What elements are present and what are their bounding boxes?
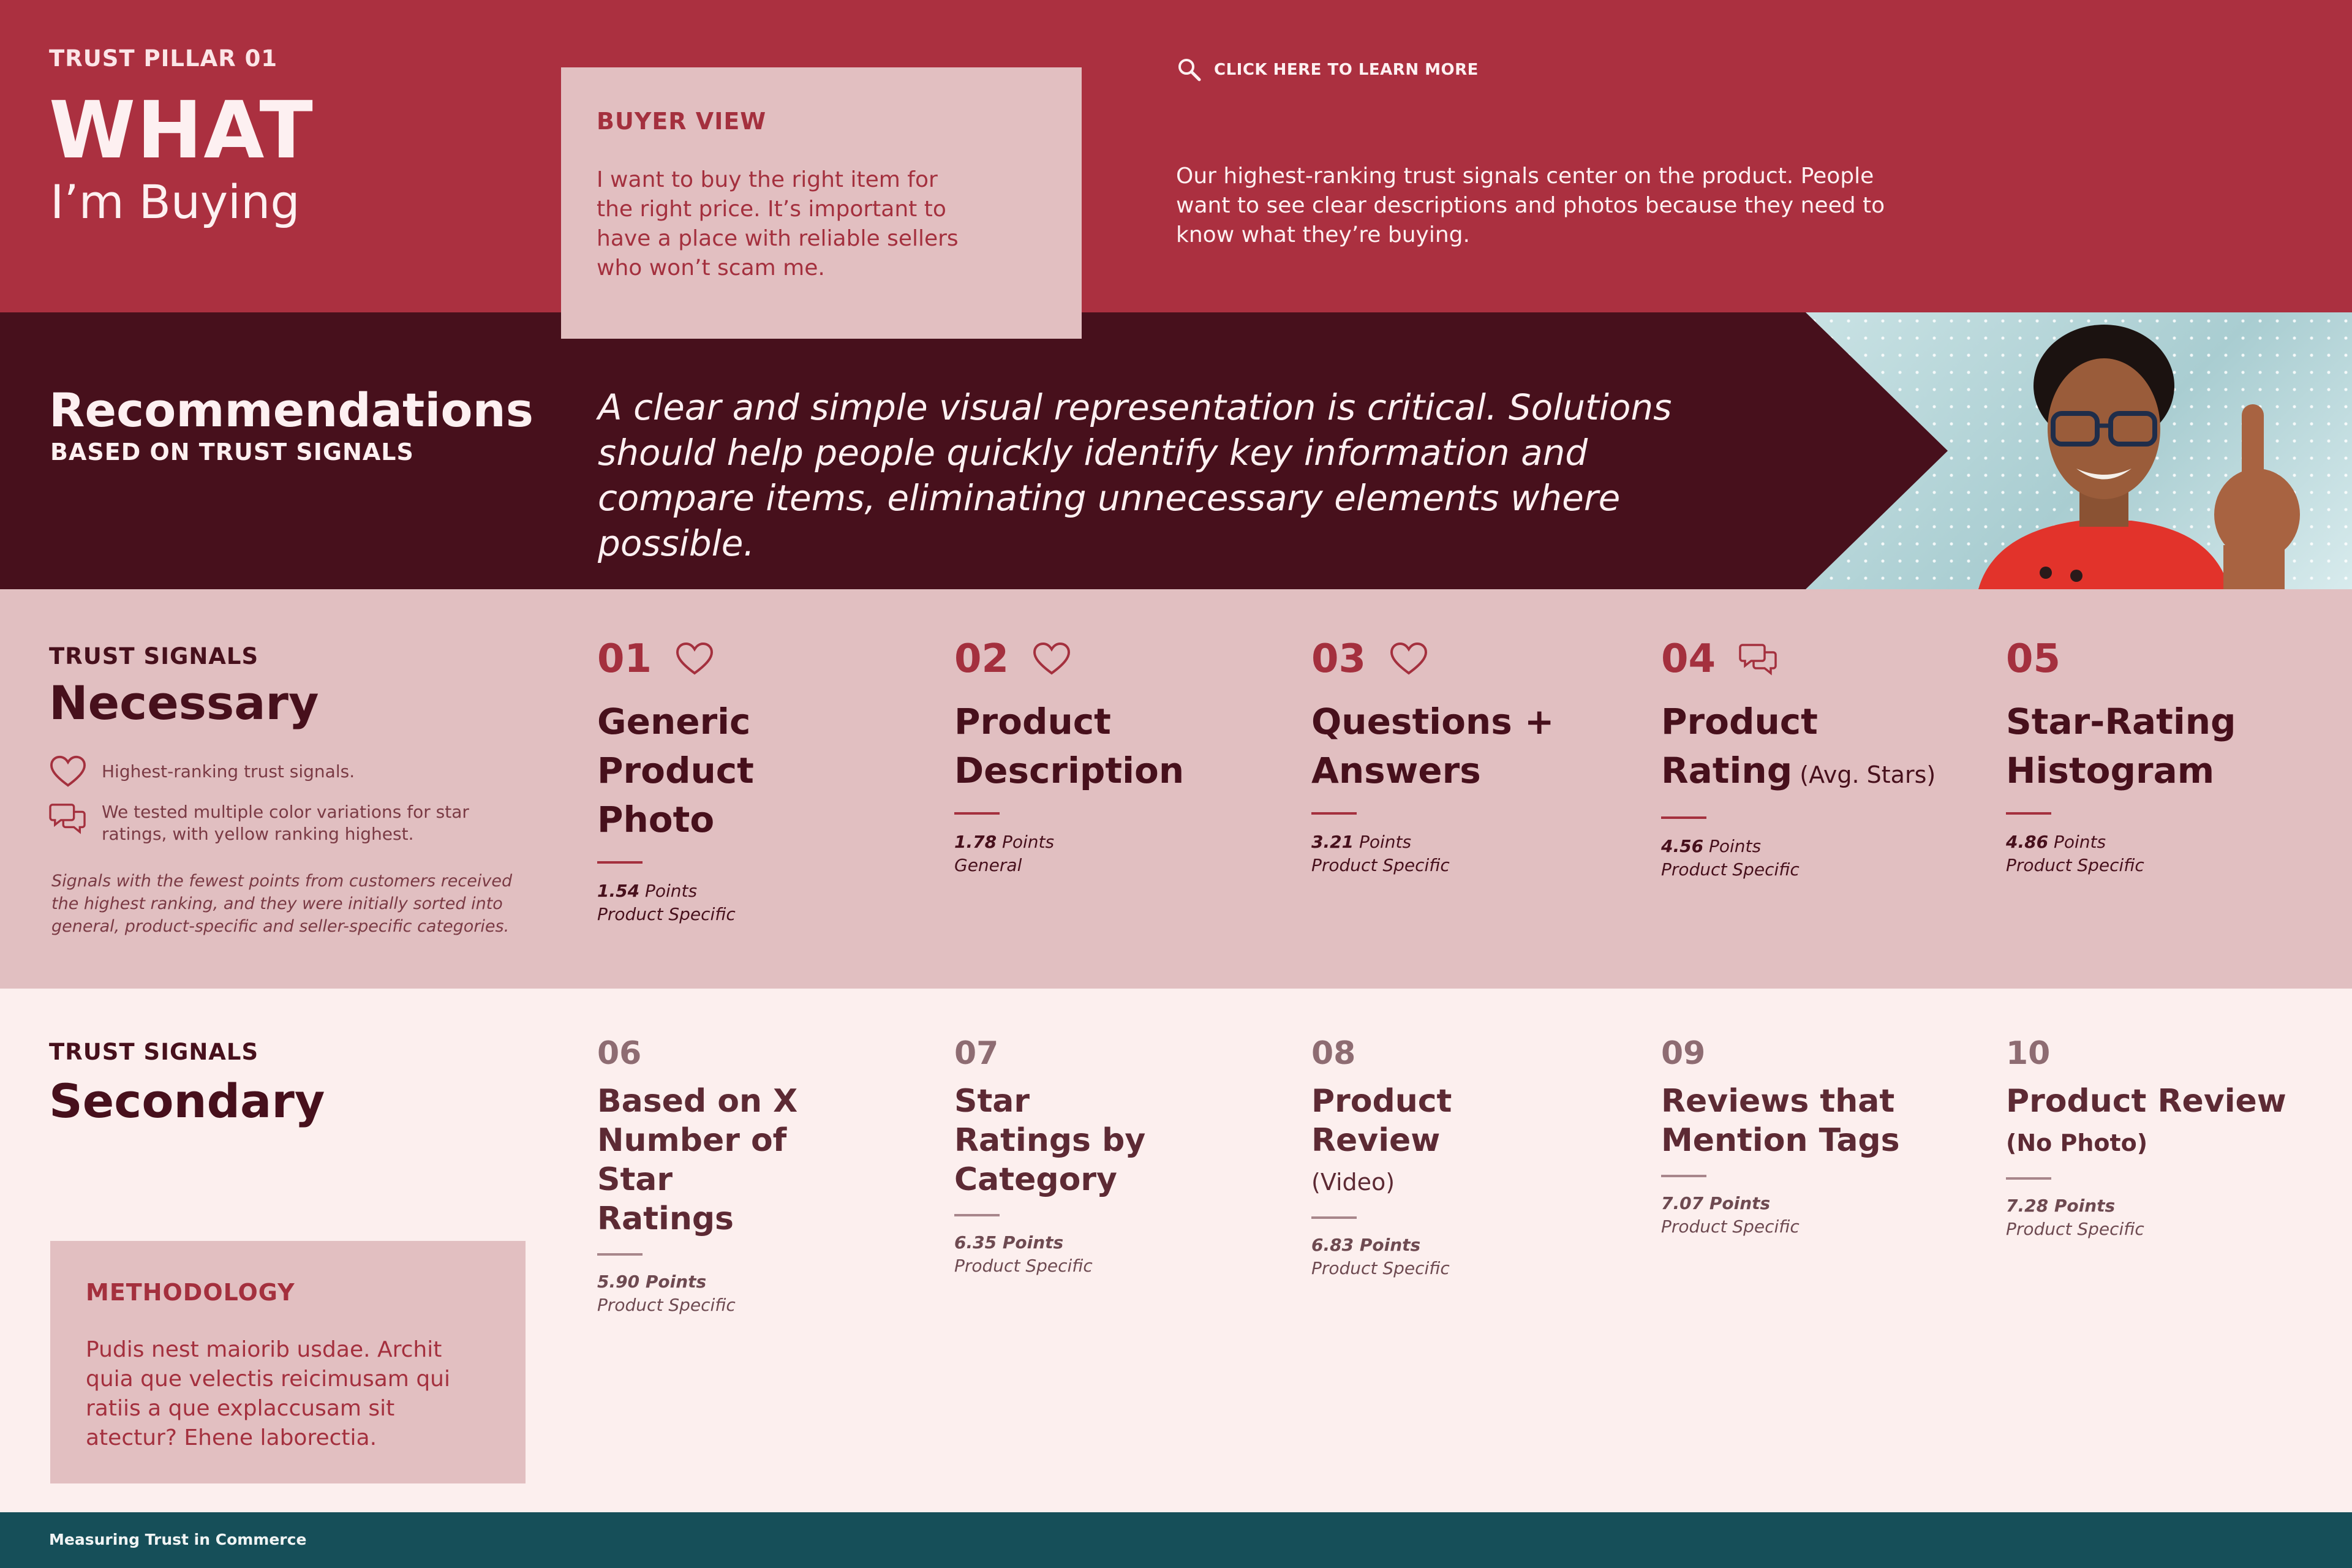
signal-divider: [1311, 812, 1357, 815]
signal-card[interactable]: [954, 636, 1273, 877]
signal-points: [2006, 1194, 2324, 1241]
signal-card[interactable]: [597, 636, 916, 926]
heart-icon: [1389, 641, 1428, 677]
necessary-note: Signals with the fewest points from customers received the highest ranking, and they were initially sorted into general, product-specific and seller-specific categories.: [51, 872, 513, 936]
points-value: 7.07 Points: [1661, 1193, 1771, 1213]
signal-divider: [2006, 1177, 2051, 1180]
signal-category: Product Specific: [2006, 855, 2144, 875]
necessary-signals-band: [0, 589, 2352, 989]
signal-title-suffix: (Avg. Stars): [1792, 761, 1936, 788]
signal-card[interactable]: [2006, 636, 2324, 877]
signal-title: Product Description: [954, 701, 1185, 791]
points-value: 6.83 Points: [1311, 1235, 1421, 1255]
points-label: Points: [645, 881, 698, 901]
methodology-body: Pudis nest maiorib usdae. Archit quia que velectis reicimusam qui ratiis a que explaccusam sit atectur? Ehene laborectia.: [86, 1337, 450, 1450]
points-value: 5.90 Points: [597, 1272, 707, 1292]
recommendations-band: [0, 312, 2352, 589]
buyer-view-body: I want to buy the right item for the right price. It’s important to have a place with reliable sellers who won’t scam me.: [597, 167, 959, 281]
signal-category: Product Specific: [1311, 855, 1450, 875]
signal-points: [597, 880, 916, 926]
signal-number: 10: [2006, 1035, 2051, 1072]
heart-icon: [49, 755, 87, 789]
signal-card[interactable]: [1311, 1035, 1630, 1280]
signal-points: [1661, 835, 1980, 881]
signal-card[interactable]: [954, 1035, 1273, 1278]
legend-chat: [49, 801, 551, 845]
recommendations-subtitle: BASED ON TRUST SIGNALS: [50, 439, 414, 466]
signal-divider: [2006, 812, 2051, 815]
points-label: Points: [2054, 832, 2106, 852]
secondary-title: Secondary: [49, 1074, 325, 1128]
page-subtitle: I’m Buying: [50, 175, 300, 229]
legend-heart-text: Highest-ranking trust signals.: [102, 761, 355, 782]
signal-card[interactable]: [597, 1035, 916, 1317]
necessary-tag: TRUST SIGNALS: [49, 643, 259, 669]
signal-title: [2006, 1082, 2312, 1163]
signal-category: Product Specific: [1661, 859, 1800, 880]
signal-number: 06: [597, 1035, 642, 1072]
search-icon: [1176, 56, 1203, 83]
signal-number: 09: [1661, 1035, 1706, 1072]
hero-description: Our highest-ranking trust signals center on the product. People want to see clear descriptions and photos because they need to know what they’re buying.: [1176, 164, 1885, 247]
page-title: WHAT: [49, 85, 314, 176]
signal-points: [1311, 831, 1630, 877]
recommendations-title: Recommendations: [49, 383, 533, 437]
signal-divider: [597, 1253, 643, 1256]
signal-points: [954, 1231, 1273, 1278]
signal-title-suffix: (No Photo): [2006, 1129, 2148, 1156]
footer: [0, 1512, 2352, 1568]
signal-divider: [597, 861, 643, 864]
signal-card[interactable]: [1311, 636, 1630, 877]
signal-points: [2006, 831, 2324, 877]
learn-more-label: CLICK HERE TO LEARN MORE: [1214, 61, 1479, 79]
signal-title-main: Product Review: [1311, 1083, 1452, 1159]
signal-category: Product Specific: [1661, 1216, 1800, 1237]
signal-title: Star Ratings by Category: [954, 1083, 1146, 1198]
points-value: 7.28 Points: [2006, 1196, 2116, 1216]
chat-bubbles-icon: [49, 801, 87, 835]
signal-title-main: Product Review: [2006, 1083, 2286, 1120]
heart-icon: [1032, 641, 1071, 677]
signal-title: Generic Product Photo: [597, 701, 754, 840]
signal-title: Based on X Number of Star Ratings: [597, 1083, 798, 1237]
chat-bubbles-icon: [1739, 641, 1778, 677]
signal-category: Product Specific: [597, 1295, 736, 1315]
signal-number: 03: [1311, 636, 1366, 682]
signal-divider: [1661, 1175, 1706, 1177]
points-label: Points: [1359, 832, 1412, 852]
signal-category: Product Specific: [597, 904, 736, 924]
signal-points: [1311, 1234, 1630, 1280]
signal-title: Star-Rating Histogram: [2006, 701, 2236, 791]
signal-category: Product Specific: [954, 1256, 1093, 1276]
signal-number: 08: [1311, 1035, 1356, 1072]
points-value: 6.35 Points: [954, 1232, 1064, 1253]
signal-card[interactable]: [1661, 636, 1980, 881]
signal-number: 02: [954, 636, 1009, 682]
methodology-title: METHODOLOGY: [86, 1279, 295, 1306]
signal-category: General: [954, 855, 1022, 875]
signal-points: [1661, 1192, 1980, 1238]
buyer-view-title: BUYER VIEW: [597, 108, 767, 135]
legend-heart: [49, 755, 551, 789]
signal-category: Product Specific: [2006, 1219, 2144, 1239]
person-illustration: [1923, 312, 2352, 589]
signal-title: [1311, 1082, 1581, 1202]
signal-card[interactable]: [1661, 1035, 1980, 1238]
signal-number: 07: [954, 1035, 999, 1072]
learn-more-link[interactable]: [1176, 56, 1479, 83]
signal-title: Reviews that Mention Tags: [1661, 1083, 1900, 1159]
points-label: Points: [1709, 836, 1762, 856]
buyer-view-card: [561, 67, 1082, 339]
secondary-tag: TRUST SIGNALS: [49, 1039, 259, 1065]
methodology-card: [50, 1241, 526, 1483]
points-value: 4.86: [2006, 832, 2049, 852]
signal-divider: [954, 812, 1000, 815]
signal-divider: [1311, 1216, 1357, 1219]
points-value: 3.21: [1311, 832, 1354, 852]
points-value: 1.78: [954, 832, 997, 852]
signal-category: Product Specific: [1311, 1258, 1450, 1278]
signal-divider: [1661, 816, 1706, 819]
recommendations-quote: A clear and simple visual representation is critical. Solutions should help people quickly identify key information and compare items, eliminating unnecessary elements where possible.: [598, 386, 1672, 564]
signal-number: 05: [2006, 636, 2061, 682]
signal-number: 04: [1661, 636, 1716, 682]
signal-title: [1661, 697, 1967, 799]
footer-text: Measuring Trust in Commerce: [49, 1531, 307, 1548]
signal-title-main: Product Rating: [1661, 701, 1818, 791]
pillar-tag: TRUST PILLAR 01: [49, 45, 278, 72]
hero-band: [0, 0, 2352, 312]
signal-title-suffix: (Video): [1311, 1169, 1395, 1196]
points-value: 4.56: [1661, 836, 1704, 856]
signal-points: [597, 1270, 916, 1317]
legend-chat-text: We tested multiple color variations for star ratings, with yellow ranking highest.: [102, 802, 469, 844]
heart-icon: [675, 641, 714, 677]
signal-points: [954, 831, 1273, 877]
points-value: 1.54: [597, 881, 640, 901]
points-label: Points: [1002, 832, 1055, 852]
signal-title: Questions + Answers: [1311, 701, 1555, 791]
signal-divider: [954, 1214, 1000, 1216]
signal-card[interactable]: [2006, 1035, 2324, 1241]
necessary-title: Necessary: [49, 676, 319, 730]
signal-number: 01: [597, 636, 652, 682]
